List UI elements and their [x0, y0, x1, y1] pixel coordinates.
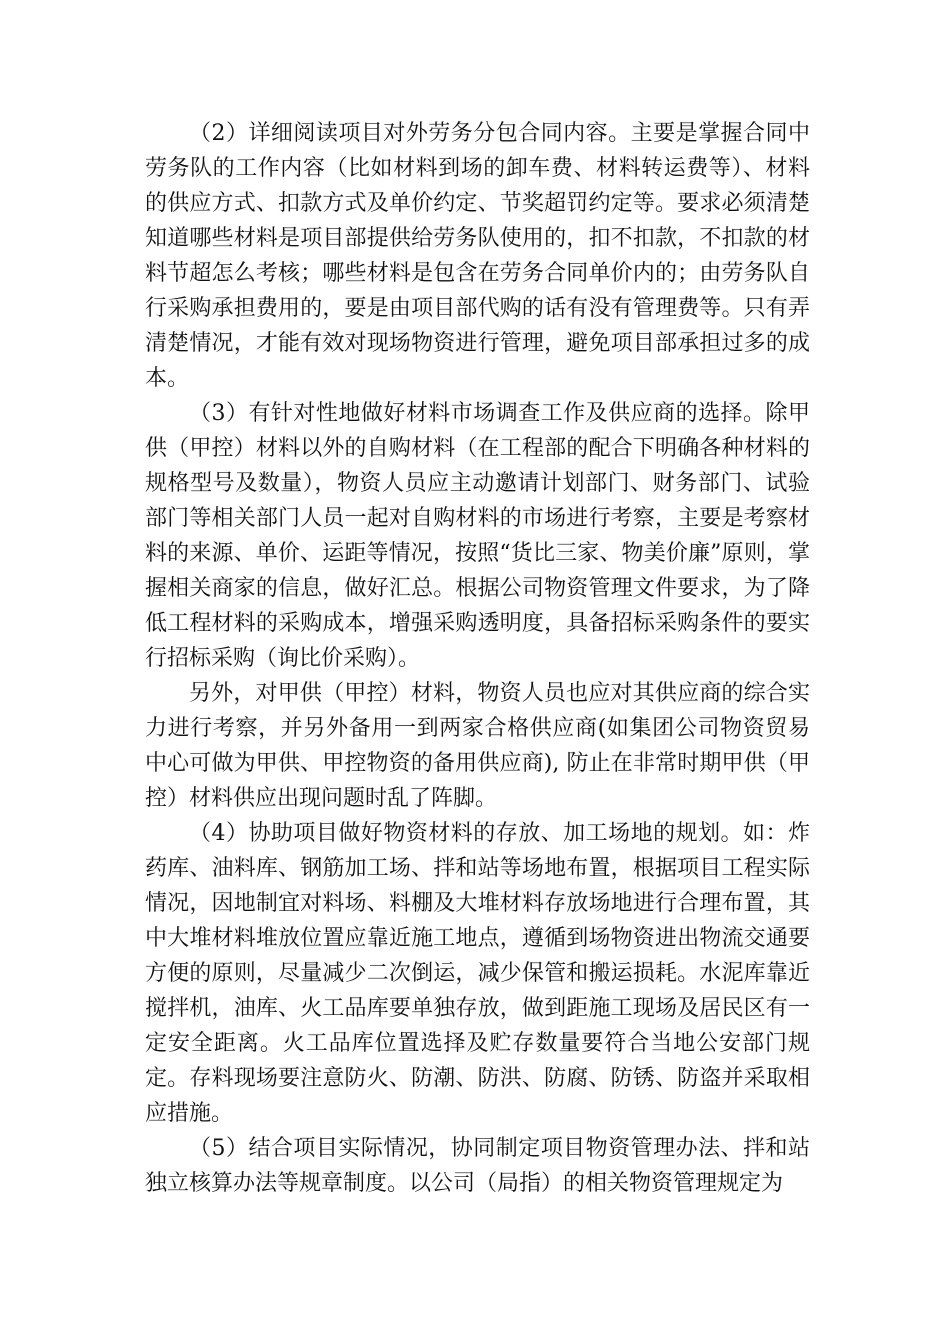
paragraph-storage-planning: （4）协助项目做好物资材料的存放、加工场地的规划。如：炸药库、油料库、钢筋加工场、拌和站等场地布置，根据项目工程实际情况，因地制宜对料场、料棚及大堆材料存放场地进行合理布置，其中大堆材料堆放位置应靠近施工地点，遵循到场物资进出物流交通要方便的原则，尽量减少二次倒运，减少保管和搬运损耗。水泥库靠近搅拌机，油库、火工品库要单独存放，做到距施工现场及居民区有一定安全距离。火工品库位置选择及贮存数量要符合当地公安部门规定。存料现场要注意防火、防潮、防洪、防腐、防锈、防盗并采取相应措施。 — [145, 821, 810, 1126]
paragraph-management-rules: （5）结合项目实际情况，协同制定项目物资管理办法、拌和站独立核算办法等规章制度。以公司（局指）的相关物资管理规定为 — [145, 1136, 810, 1196]
paragraph-labor-contract: （2）详细阅读项目对外劳务分包合同内容。主要是掌握合同中劳务队的工作内容（比如材料到场的卸车费、材料转运费等）、材料的供应方式、扣款方式及单价约定、节奖超罚约定等。要求必须清楚知道哪些材料是项目部提供给劳务队使用的，扣不扣款，不扣款的材料节超怎么考核；哪些材料是包含在劳务合同单价内的；由劳务队自行采购承担费用的，要是由项目部代购的话有没有管理费等。只有弄清楚情况，才能有效对现场物资进行管理，避免项目部承担过多的成本。 — [145, 121, 810, 391]
document-body — [145, 116, 810, 1201]
paragraph-supplier-backup: 另外，对甲供（甲控）材料，物资人员也应对其供应商的综合实力进行考察，并另外备用一到两家合格供应商(如集团公司物资贸易中心可做为甲供、甲控物资的备用供应商), 防止在非常时期甲供（甲控）材料供应出现问题时乱了阵脚。 — [145, 681, 810, 811]
paragraph-market-survey: （3）有针对性地做好材料市场调查工作及供应商的选择。除甲供（甲控）材料以外的自购材料（在工程部的配合下明确各种材料的规格型号及数量），物资人员应主动邀请计划部门、财务部门、试验部门等相关部门人员一起对自购材料的市场进行考察，主要是考察材料的来源、单价、运距等情况，按照“货比三家、物美价廉”原则，掌握相关商家的信息，做好汇总。根据公司物资管理文件要求，为了降低工程材料的采购成本，增强采购透明度，具备招标采购条件的要实行招标采购（询比价采购）。 — [145, 401, 810, 671]
